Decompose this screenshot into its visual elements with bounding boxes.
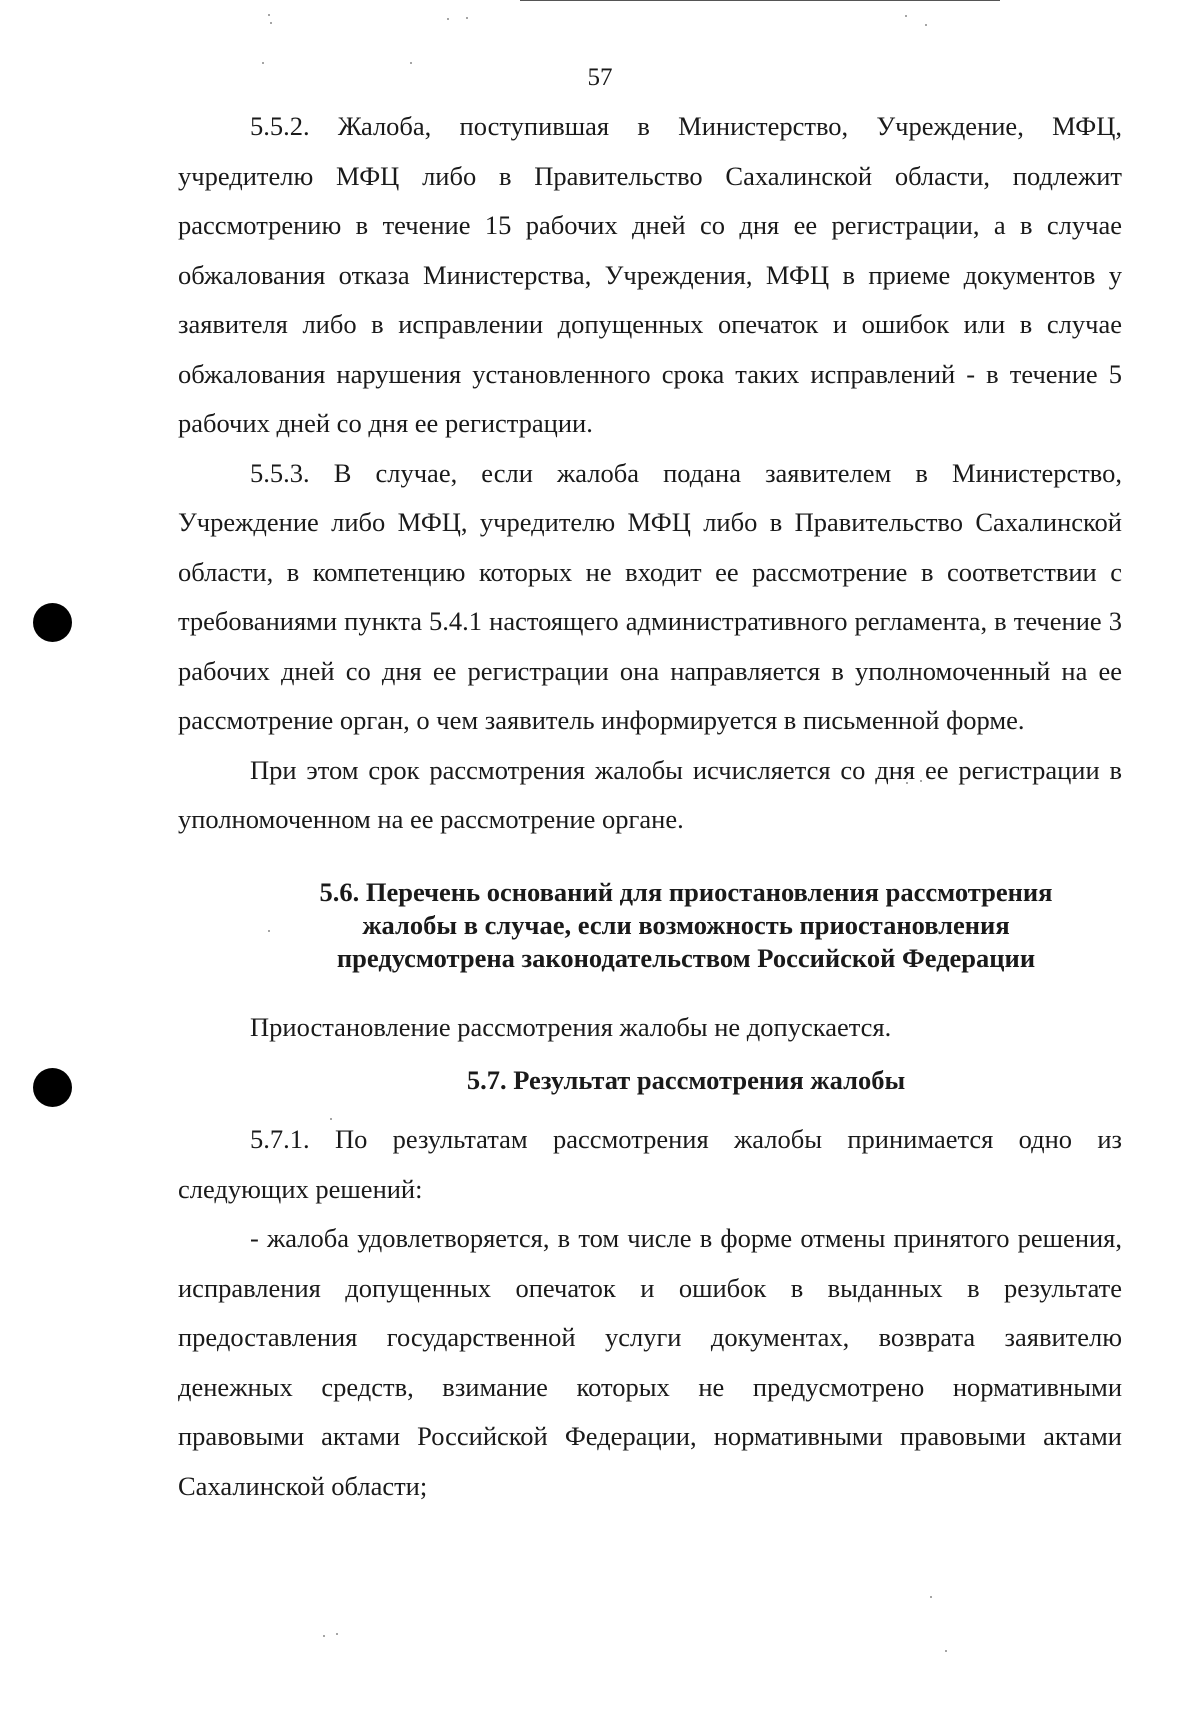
page-number: 57 xyxy=(587,64,613,91)
paragraph-5-7-1: 5.7.1. По результатам рассмотрения жалобы принимается одно из следующих решений: xyxy=(178,1124,1122,1204)
scan-speck xyxy=(945,1650,947,1652)
section-heading-5-6 xyxy=(178,876,1122,975)
paragraph-complaint-satisfied: - жалоба удовлетворяется, в том числе в форме отмены принятого решения, исправления допущенных опечаток и ошибок в выданных в результате предоставления государственной услуги документах, возврата заявителю денежных средств, взимание которых не предусмотрено нормативными правовыми актами Российской Федерации, нормативными правовыми актами Сахалинской области; xyxy=(178,1223,1122,1501)
scan-speck xyxy=(925,24,927,26)
scan-speck xyxy=(905,15,907,17)
punch-hole-bottom xyxy=(33,1068,72,1107)
top-border-line xyxy=(520,0,1000,1)
scan-speck xyxy=(268,14,270,16)
paragraph-review-term: При этом срок рассмотрения жалобы исчисляется со дня ее регистрации в уполномоченном на ее рассмотрение органе. xyxy=(178,754,1122,834)
scan-speck xyxy=(323,1635,325,1637)
heading-5-6-line-3: предусмотрена законодательством Российской Федерации xyxy=(336,942,1036,973)
section-heading-5-7: 5.7. Результат рассмотрения жалобы xyxy=(466,1065,906,1095)
heading-5-6-line-2: жалобы в случае, если возможность приостановления xyxy=(362,909,1010,940)
scan-speck xyxy=(447,18,449,20)
heading-5-6-line-1: 5.6. Перечень оснований для приостановления рассмотрения xyxy=(319,876,1053,907)
scan-speck xyxy=(270,22,272,24)
scan-speck xyxy=(336,1633,338,1635)
document-body xyxy=(178,102,1122,1511)
paragraph-no-suspension: Приостановление рассмотрения жалобы не допускается. xyxy=(250,1011,892,1042)
paragraph-5-5-3: 5.5.3. В случае, если жалоба подана заявителем в Министерство, Учреждение либо МФЦ, учредителю МФЦ либо в Правительство Сахалинской области, в компетенцию которых не входит ее рассмотрение в соответствии с требованиями пункта 5.4.1 настоящего административного регламента, в течение 3 рабочих дней со дня ее регистрации она направляется в уполномоченный на ее рассмотрение орган, о чем заявитель информируется в письменной форме. xyxy=(178,457,1122,735)
scan-speck xyxy=(466,17,468,19)
paragraph-5-5-2: 5.5.2. Жалоба, поступившая в Министерство, Учреждение, МФЦ, учредителю МФЦ либо в Правительство Сахалинской области, подлежит рассмотрению в течение 15 рабочих дней со дня ее регистрации, а в случае обжалования отказа Министерства, Учреждения, МФЦ в приеме документов у заявителя либо в исправлении допущенных опечаток и ошибок или в случае обжалования нарушения установленного срока таких исправлений - в течение 5 рабочих дней со дня ее регистрации. xyxy=(178,111,1122,438)
scan-speck xyxy=(930,1596,932,1598)
punch-hole-top xyxy=(33,603,72,642)
